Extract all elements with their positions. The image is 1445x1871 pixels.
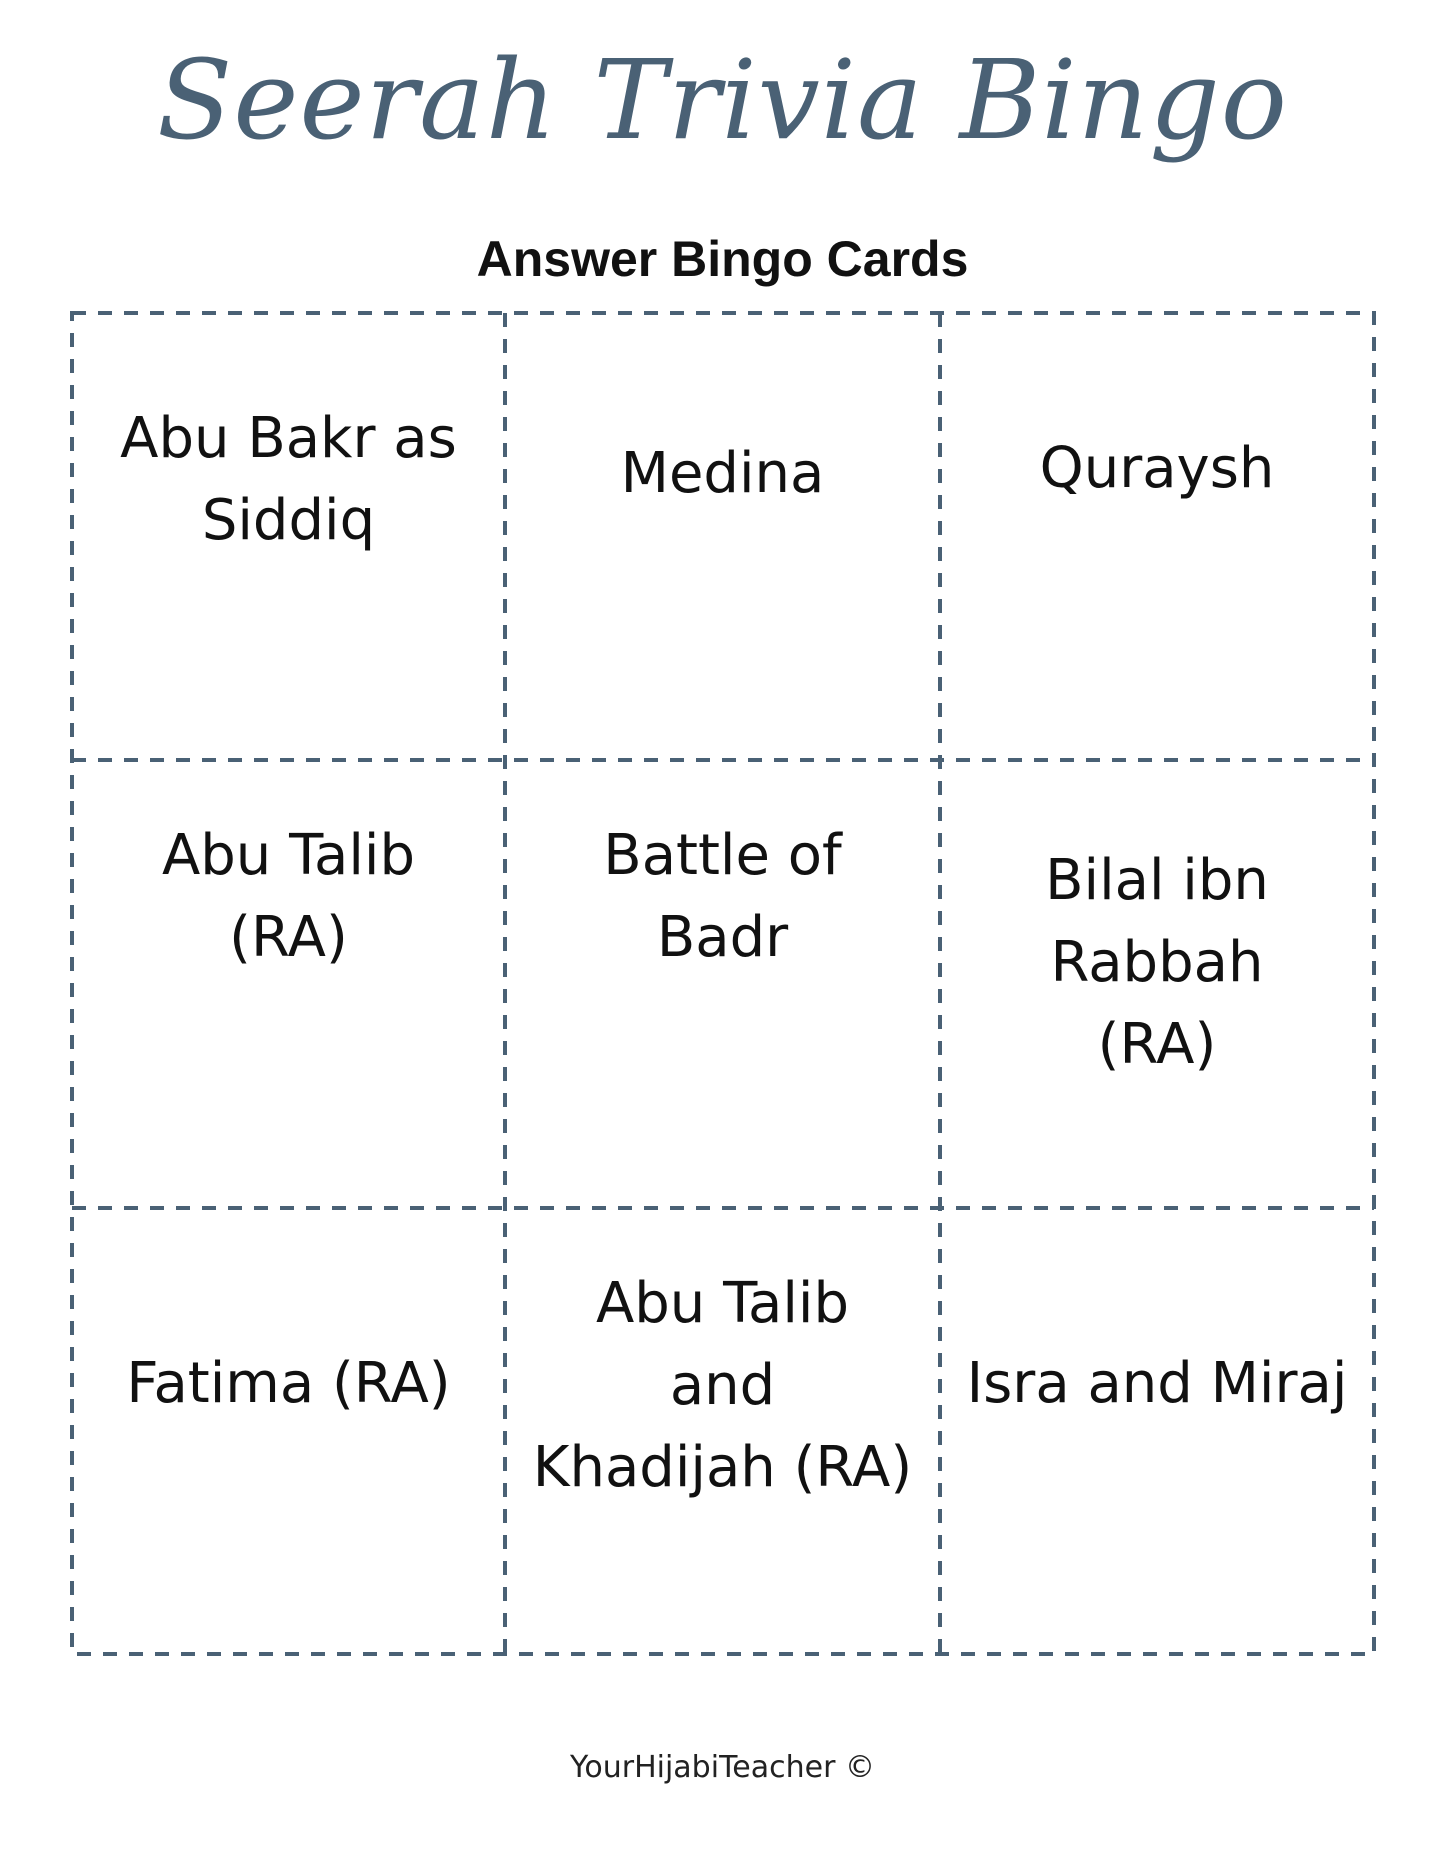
bingo-card-grid — [70, 311, 1376, 1656]
bingo-card-label: Battle of Badr — [603, 823, 842, 970]
bingo-card-2 — [505, 313, 940, 760]
bingo-card-label: Abu Bakr as Siddiq — [120, 406, 457, 553]
bingo-card-1 — [72, 313, 505, 760]
page-subtitle: Answer Bingo Cards — [476, 231, 969, 287]
bingo-card-3 — [940, 313, 1374, 760]
page-title: Seerah Trivia Bingo — [156, 36, 1289, 164]
bingo-card-label: Bilal ibn Rabbah (RA) — [1045, 848, 1269, 1077]
bingo-card-6 — [940, 760, 1374, 1208]
bingo-card-4 — [72, 760, 505, 1208]
bingo-card-label: Isra and Miraj — [966, 1351, 1348, 1416]
bingo-card-label: Medina — [620, 441, 825, 506]
bingo-card-8 — [505, 1208, 940, 1654]
bingo-card-label: Fatima (RA) — [126, 1351, 451, 1416]
footer-credit: YourHijabiTeacher © — [570, 1750, 875, 1785]
bingo-card-9 — [940, 1208, 1374, 1654]
bingo-card-7 — [72, 1208, 505, 1654]
bingo-card-label: Abu Talib (RA) — [161, 823, 416, 970]
bingo-card-label: Quraysh — [1039, 436, 1275, 501]
bingo-card-label: Abu Talib and Khadijah (RA) — [532, 1271, 913, 1500]
bingo-card-5 — [505, 760, 940, 1208]
